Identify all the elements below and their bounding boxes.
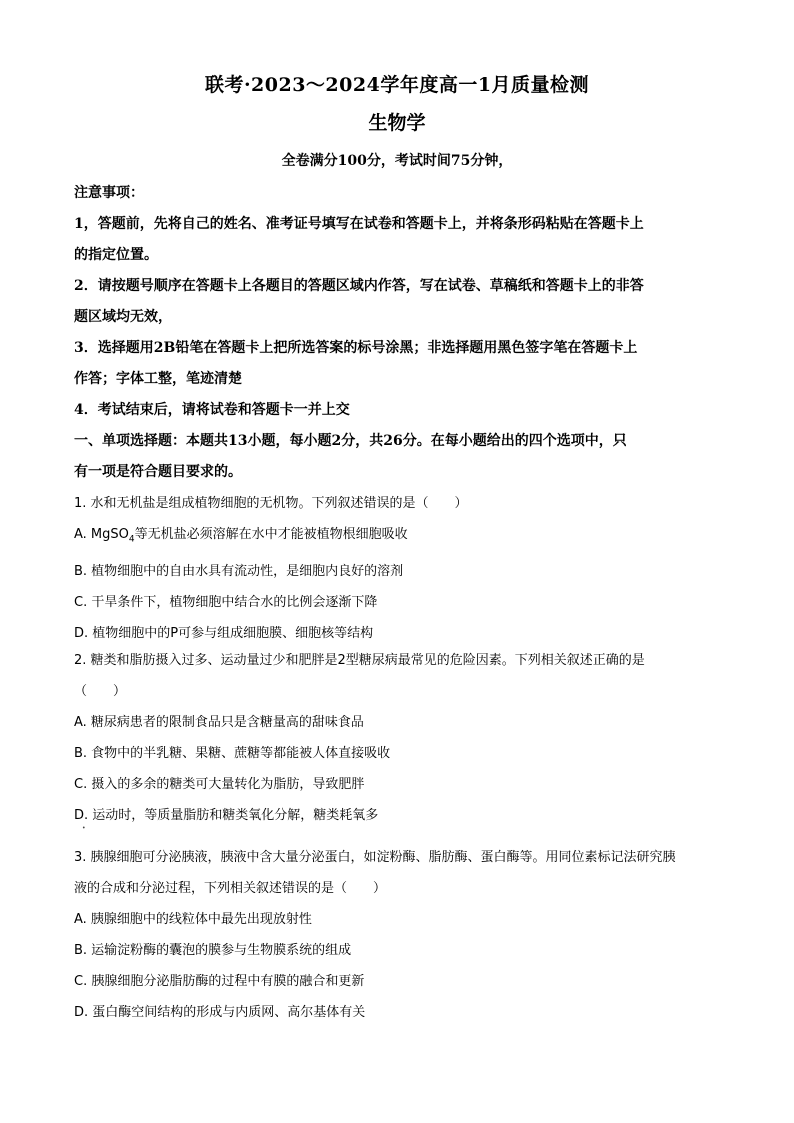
option-a: A. 糖尿病患者的限制食品只是含糖量高的甜味食品 <box>74 715 364 730</box>
question-3 <box>74 842 724 1028</box>
note-item-3-cont: 作答；字体工整，笔迹清楚 <box>74 371 242 387</box>
option-b: B. 运输淀粉酶的囊泡的膜参与生物膜系统的组成 <box>74 943 352 958</box>
note-item-4: 4．考试结束后，请将试卷和答题卡一并上交 <box>74 402 350 418</box>
exam-title: 联考·2023～2024学年度高一1月质量检测 <box>204 74 590 96</box>
note-item-3: 3．选择题用2B铅笔在答题卡上把所选答案的标号涂黑；非选择题用黑色签字笔在答题卡上 <box>74 340 638 356</box>
subject-title: 生物学 <box>368 112 426 134</box>
option-d: D. 植物细胞中的P可参与组成细胞膜、细胞核等结构 <box>74 625 374 641</box>
note-item-1: 1，答题前，先将自己的姓名、准考证号填写在试卷和答题卡上，并将条形码粘贴在答题卡上 <box>74 216 644 232</box>
notes-section <box>74 178 724 488</box>
section-heading-cont: 有一项是符合题目要求的。 <box>74 464 242 480</box>
notes-heading: 注意事项： <box>74 185 144 201</box>
section-heading: 一、单项选择题：本题共13小题，每小题2分，共26分。在每小题给出的四个选项中，只 <box>74 433 627 449</box>
question-1 <box>74 488 724 649</box>
note-item-2: 2．请按题号顺序在答题卡上各题目的答题区域内作答，写在试卷、草稿纸和答题卡上的非答 <box>74 278 644 294</box>
question-stem: 3. 胰腺细胞可分泌胰液，胰液中含大量分泌蛋白，如淀粉酶、脂肪酶、蛋白酶等。用同位素标记法研究胰 <box>74 850 676 865</box>
option-b: B. 食物中的半乳糖、果糖、蔗糖等都能被人体直接吸收 <box>74 746 391 761</box>
question-2 <box>74 645 724 831</box>
note-item-2-cont: 题区域均无效， <box>74 309 172 325</box>
question-stem: 1. 水和无机盐是组成植物细胞的无机物。下列叙述错误的是（ ） <box>74 496 468 511</box>
option-a <box>74 519 724 556</box>
option-text: 等无机盐必须溶解在水中才能被植物根细胞吸收 <box>134 527 408 542</box>
question-stem: 2. 糖类和脂肪摄入过多、运动量过少和肥胖是2型糖尿病最常见的危险因素。下列相关叙述正确的是 <box>74 653 645 668</box>
option-c: C. 干旱条件下，植物细胞中结合水的比例会逐渐下降 <box>74 594 378 610</box>
option-d: D. 运动时，等质量脂肪和糖类氧化分解，糖类耗氧多 <box>74 808 379 823</box>
scan-mark: • <box>82 825 86 832</box>
question-stem-cont: （ ） <box>74 684 127 699</box>
exam-meta: 全卷满分100分，考试时间75分钟， <box>281 153 513 169</box>
note-item-1-cont: 的指定位置。 <box>74 247 158 263</box>
option-a: A. 胰腺细胞中的线粒体中最先出现放射性 <box>74 912 312 927</box>
option-c: C. 摄入的多余的糖类可大量转化为脂肪，导致肥胖 <box>74 777 365 792</box>
option-c: C. 胰腺细胞分泌脂肪酶的过程中有膜的融合和更新 <box>74 974 365 989</box>
option-d: D. 蛋白酶空间结构的形成与内质网、高尔基体有关 <box>74 1005 366 1020</box>
option-text: A. MgSO <box>74 527 129 542</box>
subscript: 4 <box>128 534 135 545</box>
option-b: B. 植物细胞中的自由水具有流动性，是细胞内良好的溶剂 <box>74 563 404 579</box>
question-stem-cont: 液的合成和分泌过程，下列相关叙述错误的是（ ） <box>74 881 387 896</box>
